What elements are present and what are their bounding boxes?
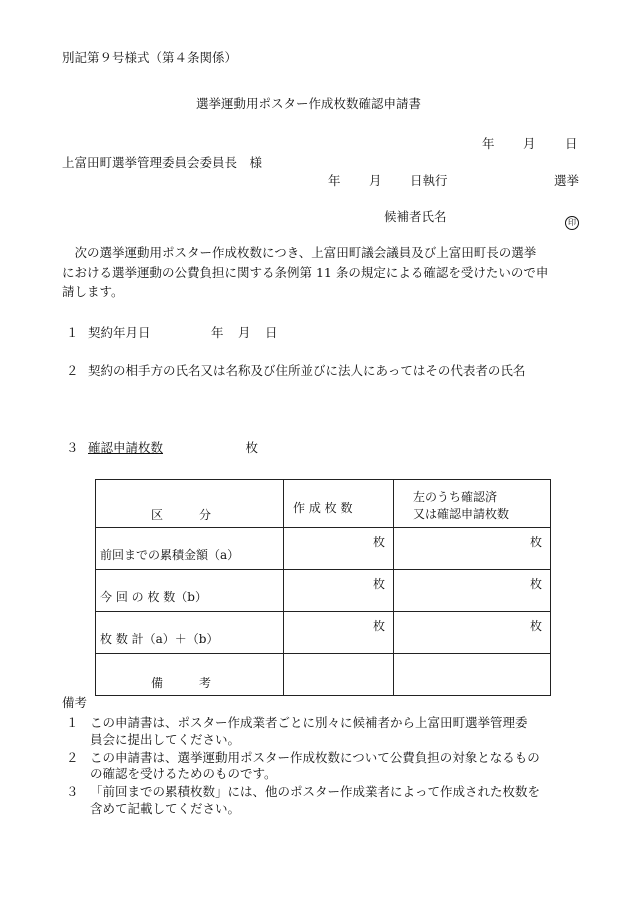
form-reference: 別記第９号様式（第４条関係） [62, 50, 238, 65]
note-number: ３ [66, 784, 79, 800]
note-number: １ [66, 715, 79, 731]
row-confirmed-cell[interactable] [394, 570, 551, 612]
table-header-row [96, 480, 551, 528]
header-category-cell [96, 480, 284, 528]
note-line: の確認を受けるためのものです。 [90, 766, 277, 781]
item1-label: 契約年月日 [88, 325, 151, 340]
row-unit-confirmed: 枚 [529, 535, 542, 549]
row-unit-produced: 枚 [372, 535, 385, 549]
header-confirmed-cell [394, 480, 551, 528]
row-unit-confirmed: 枚 [529, 577, 542, 591]
item3-unit: 枚 [245, 440, 258, 455]
table-remarks-row [96, 654, 551, 696]
header-confirmed-line2: 又は確認申請枚数 [413, 507, 510, 521]
body-line-3: 請します。 [62, 284, 124, 299]
row-produced-cell[interactable] [284, 570, 394, 612]
note-number: ２ [66, 749, 79, 765]
body-line-2: における選挙運動の公費負担に関する条例第 11 条の規定による確認を受けたいので申 [62, 265, 549, 280]
remarks-confirmed-cell[interactable] [394, 654, 551, 696]
remarks-produced-cell[interactable] [284, 654, 394, 696]
count-table [95, 479, 551, 696]
note-line: 「前回までの累積枚数」には、他のポスター作成業者によって作成された枚数を [90, 784, 541, 800]
table-row [96, 528, 551, 570]
item3-request-count [88, 440, 258, 455]
row-label-cell [96, 528, 284, 570]
note-line: この申請書は、ポスター作成業者ごとに別々に候補者から上富田町選挙管理委 [90, 715, 528, 731]
item1-year: 年 [211, 325, 224, 340]
row-unit-produced: 枚 [372, 577, 385, 591]
date-month: 月 [523, 136, 536, 151]
seal-icon [565, 210, 579, 230]
document-title: 選挙運動用ポスター作成枚数確認申請書 [196, 96, 422, 111]
header-produced: 作 成 枚 数 [293, 501, 353, 515]
remarks-label-cell [96, 654, 284, 696]
header-produced-cell [284, 480, 394, 528]
row-label: 枚 数 計（a）＋（b） [100, 632, 219, 646]
note-item [62, 750, 582, 783]
remarks-label: 備 考 [151, 676, 212, 690]
item1-number: １ [66, 325, 79, 340]
row-confirmed-cell[interactable] [394, 612, 551, 654]
note-line: この申請書は、選挙運動用ポスター作成枚数について公費負担の対象となるもの [90, 749, 540, 765]
note-item [62, 784, 582, 817]
item3-label: 確認申請枚数 [88, 440, 164, 455]
election-day-executed: 日執行 [410, 173, 448, 188]
item1-day: 日 [265, 325, 278, 340]
item3-number: ３ [66, 440, 79, 455]
table-row [96, 570, 551, 612]
election-month: 月 [369, 173, 382, 188]
notes-section [62, 695, 582, 819]
candidate-name-label: 候補者氏名 [384, 209, 447, 224]
row-unit-produced: 枚 [372, 619, 385, 633]
seal-mark: 印 [565, 216, 579, 230]
notes-title: 備考 [62, 695, 88, 710]
note-line: 含めて記載してください。 [90, 800, 241, 816]
row-unit-confirmed: 枚 [529, 619, 542, 633]
row-label-cell [96, 570, 284, 612]
item2-label: 契約の相手方の氏名又は名称及び住所並びに法人にあってはその代表者の氏名 [88, 363, 526, 378]
row-label: 今 回 の 枚 数（b） [100, 590, 207, 604]
election-year: 年 [328, 173, 341, 188]
note-line: 員会に提出してください。 [90, 731, 241, 747]
row-produced-cell[interactable] [284, 528, 394, 570]
body-line-1: 次の選挙運動用ポスター作成枚数につき、上富田町議会議員及び上富田町長の選挙 [62, 245, 537, 260]
header-confirmed-line1: 左のうち確認済 [413, 490, 498, 504]
row-produced-cell[interactable] [284, 612, 394, 654]
addressee: 上富田町選挙管理委員会委員長 様 [62, 155, 263, 170]
row-label-cell [96, 612, 284, 654]
item1-month: 月 [238, 325, 251, 340]
table-row [96, 612, 551, 654]
row-confirmed-cell[interactable] [394, 528, 551, 570]
date-year: 年 [482, 136, 495, 151]
row-label: 前回までの累積金額（a） [100, 548, 240, 562]
note-item [62, 715, 582, 748]
header-category: 区 分 [151, 508, 212, 522]
election-type: 選挙 [554, 173, 580, 188]
date-day: 日 [565, 136, 578, 151]
item2-number: ２ [66, 363, 79, 378]
